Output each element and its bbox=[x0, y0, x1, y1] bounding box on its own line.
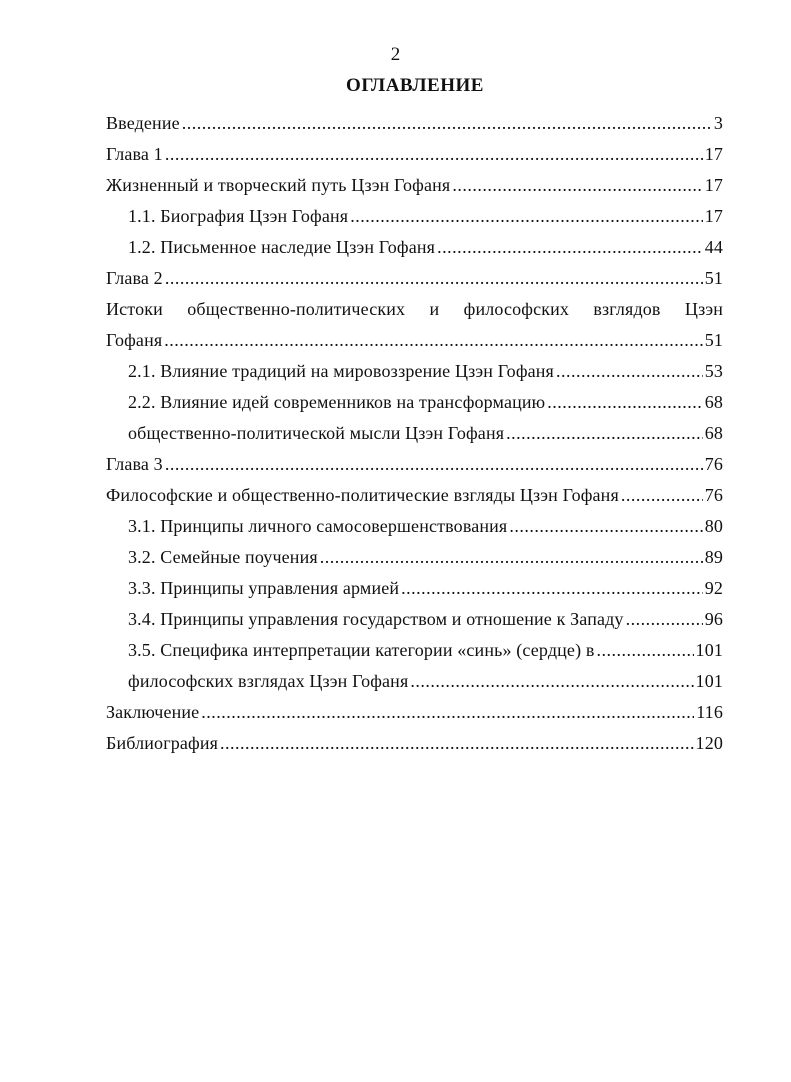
toc-page: 101 bbox=[695, 671, 723, 691]
toc-leader bbox=[437, 232, 703, 263]
toc-label: Жизненный и творческий путь Цзэн Гофаня bbox=[106, 175, 451, 195]
toc-entry-chapter-1 bbox=[106, 139, 723, 170]
toc-page: 68 bbox=[704, 423, 723, 443]
toc-page: 96 bbox=[704, 609, 723, 629]
toc-page: 92 bbox=[704, 578, 723, 598]
toc-leader bbox=[410, 666, 693, 697]
toc-leader bbox=[556, 356, 703, 387]
toc-leader bbox=[165, 139, 703, 170]
toc-label: Глава 1 bbox=[106, 144, 163, 164]
toc-page: 51 bbox=[704, 268, 723, 288]
toc-leader bbox=[626, 604, 703, 635]
toc-entry-section-3-3 bbox=[106, 573, 723, 604]
toc-leader bbox=[547, 387, 702, 418]
toc-entry-chapter-1-title bbox=[106, 170, 723, 201]
toc-entry-chapter-3 bbox=[106, 449, 723, 480]
toc-entry-conclusion bbox=[106, 697, 723, 728]
toc-page: 17 bbox=[704, 144, 723, 164]
toc-label: общественно-политической мысли Цзэн Гофаня bbox=[128, 423, 505, 443]
toc-entry-section-3-5-line2 bbox=[106, 666, 723, 697]
toc-entry-chapter-2 bbox=[106, 263, 723, 294]
toc-label: философских взглядах Цзэн Гофаня bbox=[128, 671, 409, 691]
toc-label: Глава 3 bbox=[106, 454, 163, 474]
toc-page: 53 bbox=[704, 361, 723, 381]
toc-label: 3.4. Принципы управления государством и отношение к Западу bbox=[128, 609, 624, 629]
toc-page: 17 bbox=[704, 206, 723, 226]
toc-entry-section-3-4 bbox=[106, 604, 723, 635]
toc-leader bbox=[506, 418, 703, 449]
toc-entry-section-1-2 bbox=[106, 232, 723, 263]
page-title: ОГЛАВЛЕНИЕ bbox=[346, 75, 484, 96]
toc-label: 3.2. Семейные поучения bbox=[128, 547, 318, 567]
toc-page: 17 bbox=[704, 175, 723, 195]
toc-page: 44 bbox=[704, 237, 723, 257]
toc-entry-section-2-2-line1 bbox=[106, 387, 723, 418]
toc-label: 1.1. Биография Цзэн Гофаня bbox=[128, 206, 349, 226]
toc-leader bbox=[621, 480, 703, 511]
toc-label: Введение bbox=[106, 113, 180, 133]
toc-label: Гофаня bbox=[106, 330, 163, 350]
toc-label: 2.1. Влияние традиций на мировоззрение Цзэн Гофаня bbox=[128, 361, 554, 381]
toc-label: Заключение bbox=[106, 702, 200, 722]
toc-leader bbox=[220, 728, 694, 759]
toc-entry-chapter-2-title-line2 bbox=[106, 325, 723, 356]
toc-leader bbox=[320, 542, 703, 573]
toc-page: 51 bbox=[704, 330, 723, 350]
toc-page: 101 bbox=[695, 640, 723, 660]
toc-label: 3.3. Принципы управления армией bbox=[128, 578, 400, 598]
toc-entry-bibliography bbox=[106, 728, 723, 759]
toc-entry-section-1-1 bbox=[106, 201, 723, 232]
toc-label: Глава 2 bbox=[106, 268, 163, 288]
toc-page: 120 bbox=[695, 733, 723, 753]
toc-leader bbox=[401, 573, 703, 604]
toc-leader bbox=[350, 201, 703, 232]
toc-leader bbox=[164, 325, 702, 356]
page-number: 2 bbox=[390, 44, 401, 65]
toc-label: 2.2. Влияние идей современников на трансформацию bbox=[128, 392, 546, 412]
toc-page: 76 bbox=[704, 485, 723, 505]
toc-leader bbox=[165, 263, 703, 294]
toc-label: 3.1. Принципы личного самосовершенствования bbox=[128, 516, 508, 536]
toc-entry-section-2-2-line2 bbox=[106, 418, 723, 449]
toc-label: Библиография bbox=[106, 733, 219, 753]
toc-entry-intro bbox=[106, 108, 723, 139]
toc-leader bbox=[182, 108, 712, 139]
toc-entry-section-2-1 bbox=[106, 356, 723, 387]
toc-label: 1.2. Письменное наследие Цзэн Гофаня bbox=[128, 237, 436, 257]
toc-label: Философские и общественно-политические взгляды Цзэн Гофаня bbox=[106, 485, 619, 505]
toc-page: 80 bbox=[704, 516, 723, 536]
toc-leader bbox=[452, 170, 702, 201]
toc-entry-chapter-2-title-line1 bbox=[106, 294, 723, 325]
toc-label: 3.5. Специфика интерпретации категории «синь» (сердце) в bbox=[128, 640, 595, 660]
toc-entry-section-3-2 bbox=[106, 542, 723, 573]
toc-entry-chapter-3-title bbox=[106, 480, 723, 511]
toc-leader bbox=[509, 511, 702, 542]
toc-page: 76 bbox=[704, 454, 723, 474]
toc-page: 3 bbox=[713, 113, 723, 133]
toc-leader bbox=[597, 635, 694, 666]
toc-label: Истоки общественно-политических и философских взглядов Цзэн bbox=[106, 299, 723, 319]
toc-leader bbox=[165, 449, 703, 480]
toc-entry-section-3-5-line1 bbox=[106, 635, 723, 666]
toc-page: 89 bbox=[704, 547, 723, 567]
table-of-contents bbox=[106, 108, 723, 759]
toc-entry-section-3-1 bbox=[106, 511, 723, 542]
toc-page: 116 bbox=[696, 702, 723, 722]
toc-page: 68 bbox=[704, 392, 723, 412]
toc-leader bbox=[201, 697, 694, 728]
